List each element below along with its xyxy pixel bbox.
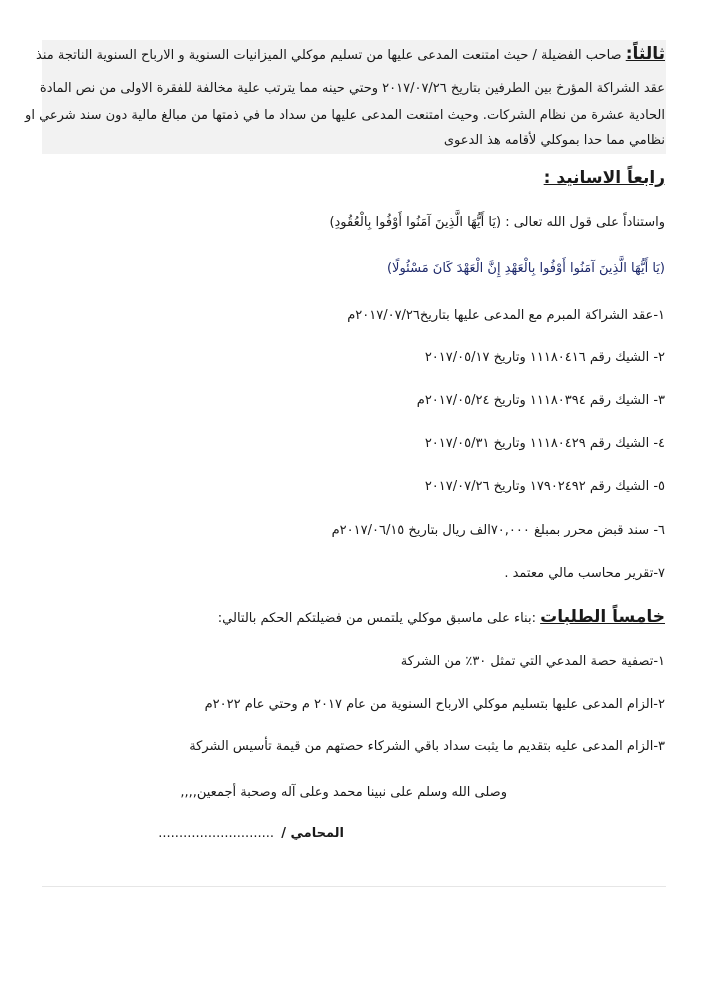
closing-prayer: وصلى الله وسلم على نبينا محمد وعلى آله وصحبة أجمعين,,,, [180, 785, 507, 800]
section-4-intro: واستناداً على قول الله تعالى : (يَا أَيُّهَا الَّذِينَ آمَنُوا أَوْفُوا بِالْعُقُودِ) [329, 215, 665, 230]
signature-label: المحامي / [281, 826, 344, 841]
section-5-intro: :بناء على ماسبق موكلي يلتمس من فضيلتكم الحكم بالتالي: [217, 611, 541, 626]
section-5-heading: خامساً الطلبات [540, 607, 665, 627]
section-4-quote: (يَا أَيُّهَا الَّذِينَ آمَنُوا أَوْفُوا بِالْعَهْدِ إِنَّ الْعَهْدَ كَانَ مَسْئُولًا) [386, 261, 665, 276]
evidence-item-4: ٤- الشيك رقم ١١١٨٠٤٢٩ وتاريخ ٢٠١٧/٠٥/٣١ [424, 436, 665, 451]
section-4-heading-line [40, 168, 665, 190]
section-3-text-1: صاحب الفضيلة / حيث امتنعت المدعى عليها من تسليم موكلي الميزانيات السنوية و الارباح السنوية الناتجة منذ [36, 48, 622, 63]
section-5-heading-line [40, 607, 665, 629]
section-3-heading: ثالثاً: [625, 44, 665, 64]
footer-divider [42, 886, 666, 887]
request-item-1: ١-تصفية حصة المدعي التي تمثل ٣٠٪ من الشركة [400, 654, 665, 669]
section-3-line-4: نظامي مما حدا بموكلي لأقامه هذ الدعوى [443, 133, 665, 148]
evidence-item-6: ٦- سند قبض محرر بمبلغ ٧٠,٠٠٠الف ريال بتاريخ ٢٠١٧/٠٦/١٥م [331, 523, 665, 538]
evidence-item-1: ١-عقد الشراكة المبرم مع المدعى عليها بتاريخ٢٠١٧/٠٧/٢٦م [347, 308, 665, 323]
signature-blank: ............................ [158, 826, 274, 841]
section-3-line-1 [36, 44, 665, 66]
section-4-heading: رابعاً الاسانيد : [543, 168, 665, 188]
evidence-item-7: ٧-تقرير محاسب مالي معتمد . [504, 566, 665, 581]
evidence-item-2: ٢- الشيك رقم ١١١٨٠٤١٦ وتاريخ ٢٠١٧/٠٥/١٧ [424, 350, 665, 365]
request-item-3: ٣-الزام المدعى عليه بتقديم ما يثبت سداد باقي الشركاء حصتهم من قيمة تأسيس الشركة [189, 739, 665, 754]
request-item-2: ٢-الزام المدعى عليها بتسليم موكلي الارباح السنوية من عام ٢٠١٧ م وحتي عام ٢٠٢٢م [204, 697, 665, 712]
section-3-line-3: الحادية عشرة من نظام الشركات. وحيث امتنعت المدعى عليها من سداد ما في ذمتها من مبالغ مالية دون سند شرعي او [25, 108, 665, 123]
section-3-line-2: عقد الشراكة المؤرخ بين الطرفين بتاريخ ٢٠١٧/٠٧/٢٦ وحتي حينه مما يترتب علية مخالفة للفقرة الاولى من نص المادة [39, 81, 665, 96]
evidence-item-3: ٣- الشيك رقم ١١١٨٠٣٩٤ وتاريخ ٢٠١٧/٠٥/٢٤م [416, 393, 665, 408]
evidence-item-5: ٥- الشيك رقم ١٧٩٠٢٤٩٢ وتاريخ ٢٠١٧/٠٧/٢٦ [424, 479, 665, 494]
